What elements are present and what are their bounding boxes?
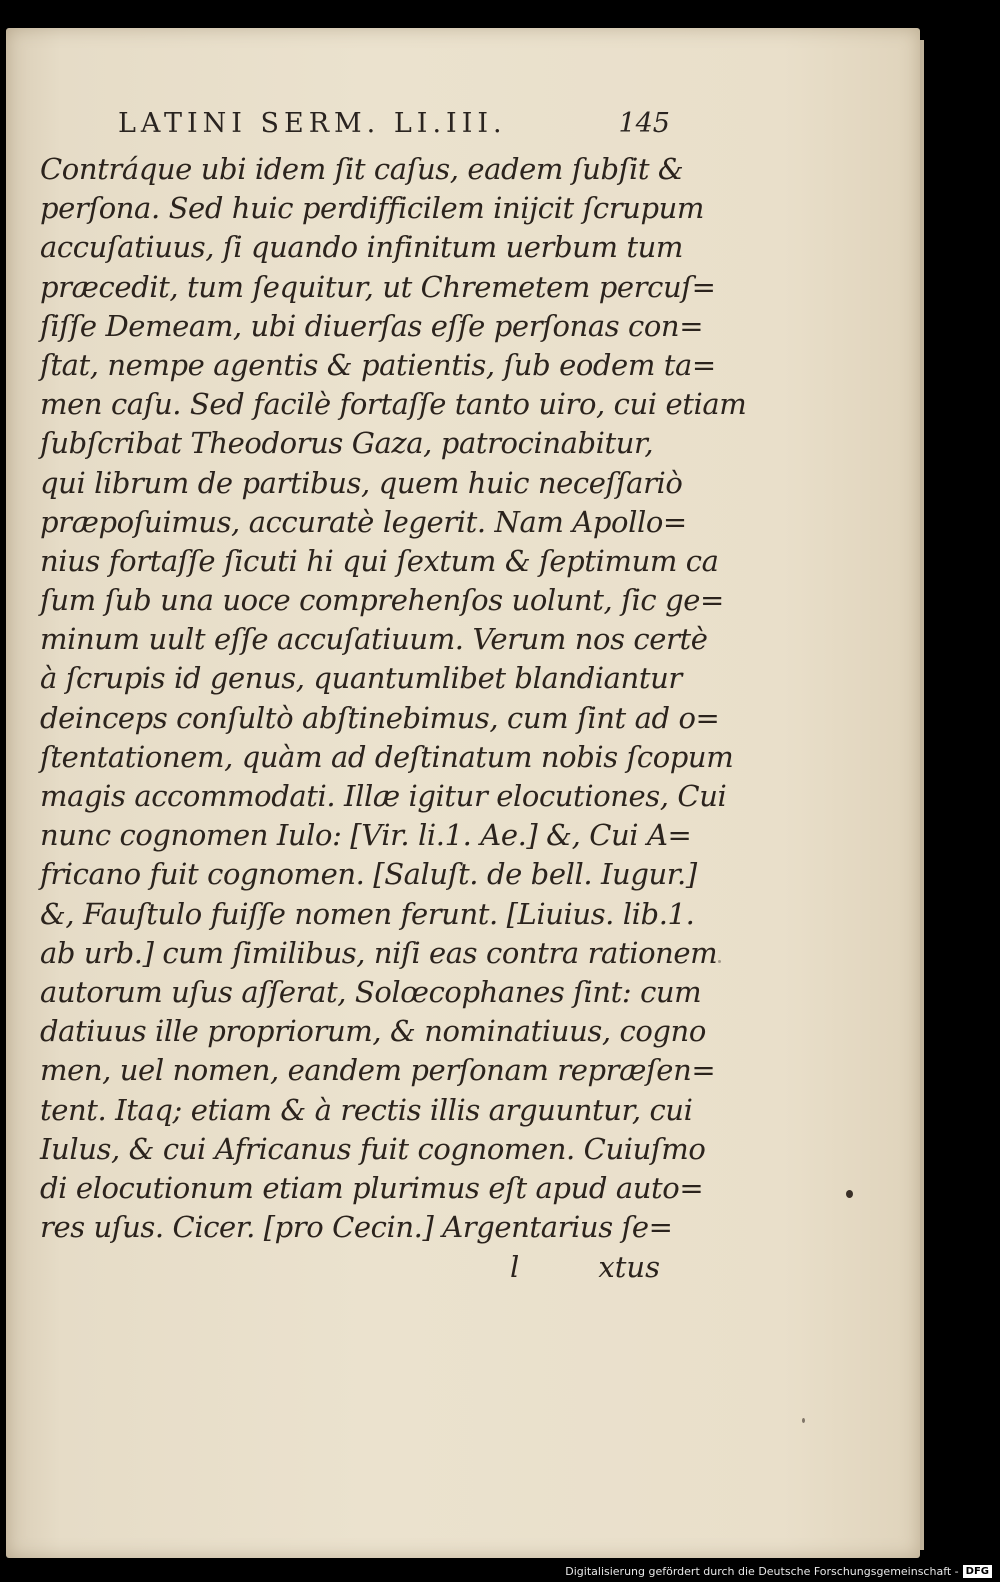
text-line: præcedit, tum ſequitur, ut Chremetem percuſ= [40, 269, 716, 304]
text-line: ſum ſub una uoce comprehenſos uolunt, ſic ge= [40, 583, 724, 618]
text-line: præpoſuimus, accuratè legerit. Nam Apollo= [40, 504, 687, 539]
text-line: men caſu. Sed facilè fortaſſe tanto uiro, cui etiam [40, 387, 747, 422]
text-line: tent. Itaq; etiam & à rectis illis arguuntur, cui [40, 1092, 693, 1127]
ink-speck [846, 1190, 853, 1198]
text-line: minum uult eſſe accuſatiuum. Verum nos certè [40, 622, 708, 657]
page-footer-line [40, 1250, 670, 1290]
text-line: fricano fuit cognomen. [Saluſt. de bell. Iugur.] [40, 857, 697, 892]
text-line: ſtentationem, quàm ad deſtinatum nobis ſcopum [40, 739, 734, 774]
dfg-logo[interactable]: DFG [963, 1565, 992, 1578]
page-edge [920, 40, 924, 1550]
signature-mark: l [510, 1250, 520, 1284]
text-line: nius fortaſſe ſicuti hi qui ſextum & ſeptimum ca [40, 543, 719, 578]
text-line: nunc cognomen Iulo: [Vir. li.1. Ae.] &, Cui A= [40, 818, 692, 853]
text-line: Contráque ubi idem ſit caſus, eadem ſubſit & [40, 152, 684, 186]
text-line: ſubſcribat Theodorus Gaza, patrocinabitur, [40, 426, 654, 461]
credit-text: Digitalisierung gefördert durch die Deutsche Forschungsgemeinschaft - [565, 1565, 959, 1578]
text-line: datiuus ille propriorum, & nominatiuus, cogno [40, 1014, 706, 1049]
ink-speck [802, 1418, 805, 1423]
text-line: ſiſſe Demeam, ubi diuerſas eſſe perſonas con= [40, 308, 704, 343]
text-line: ab urb.] cum ſimilibus, niſi eas contra rationem [40, 935, 718, 970]
text-line: men, uel nomen, eandem perſonam repræſen= [40, 1053, 716, 1088]
text-line: Iulus, & cui Africanus fuit cognomen. Cuiuſmo [40, 1131, 706, 1166]
text-line: accuſatiuus, ſi quando infinitum uerbum tum [40, 230, 684, 265]
text-line: à ſcrupis id genus, quantumlibet blandiantur [40, 661, 682, 696]
catchword: xtus [598, 1250, 660, 1284]
page-number: 145 [618, 108, 670, 139]
text-line: magis accommodati. Illæ igitur elocutiones, Cui [40, 779, 727, 813]
text-line: perſona. Sed huic perdifficilem inijcit ſcrupum [40, 191, 704, 226]
text-line: deinceps conſultò abſtinebimus, cum ſint ad o= [40, 700, 720, 735]
digitization-credit [565, 1565, 992, 1578]
text-line: di elocutionum etiam plurimus eſt apud auto= [40, 1170, 704, 1205]
text-line: res uſus. Cicer. [pro Cecin.] Argentarius ſe= [40, 1210, 673, 1245]
text-line: qui librum de partibus, quem huic neceſſariò [40, 465, 683, 500]
text-line: &, Fauſtulo fuiſſe nomen ferunt. [Liuius. lib.1. [40, 896, 695, 931]
ink-speck [718, 960, 721, 963]
running-head: LATINI SERM. LI.III. [118, 108, 507, 139]
text-line: autorum uſus aſſerat, Solœcophanes ſint: cum [40, 974, 702, 1009]
page-header [110, 108, 670, 148]
text-line: ſtat, nempe agentis & patientis, ſub eodem ta= [40, 347, 716, 382]
body-text [40, 150, 747, 1247]
